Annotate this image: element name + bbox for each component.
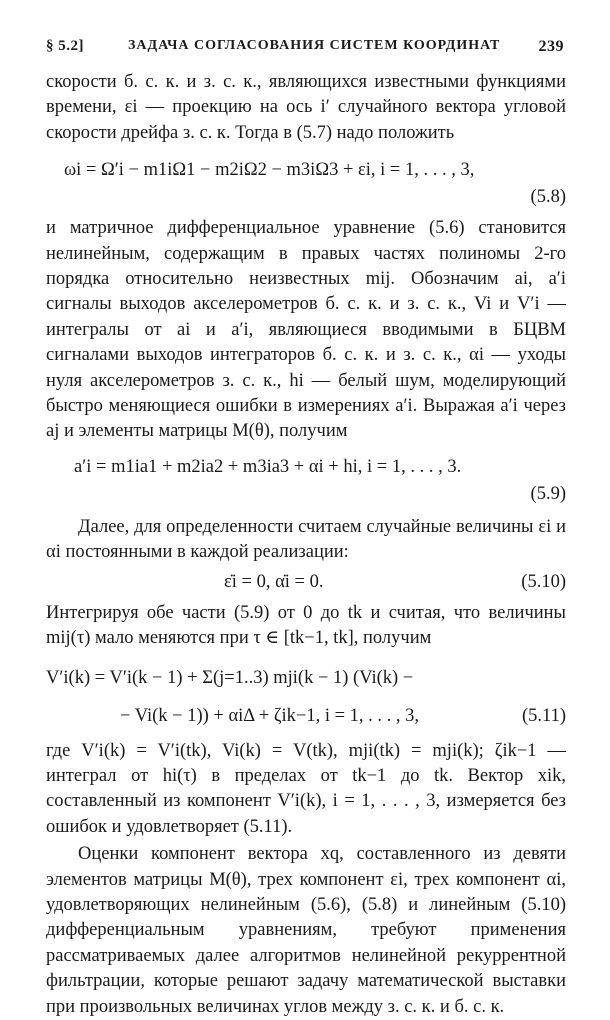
chapter-title: ЗАДАЧА СОГЛАСОВАНИЯ СИСТЕМ КООРДИНАТ (128, 38, 501, 53)
page-number: 239 (538, 38, 564, 55)
equation-number-5-10: (5.10) (521, 571, 566, 592)
equation-5-9 (46, 455, 566, 482)
paragraph-3: Далее, для определенности считаем случайные величины εi и αi постоянными в каждой реализации: (46, 516, 566, 563)
section-ref: § 5.2] (46, 38, 84, 54)
equation-number-5-9: (5.9) (530, 483, 566, 504)
equation-5-8-body: ωi = Ω′i − m1iΩ1 − m2iΩ2 − m3iΩ3 + εi, i = 1, . . . , 3, (64, 160, 475, 181)
equation-5-11-line-1 (46, 666, 566, 700)
paragraph-4: Интегрируя обе части (5.9) от 0 до tk и считая, что величины mij(τ) мало меняются при τ ∈ [tk−1, tk], получим (46, 602, 566, 649)
paragraph-1: скорости б. с. к. и з. с. к., являющихся известными функциями времени, εi — проекцию на ось i′ случайного вектора угловой скорости дрейфа з. с. к. Тогда в (5.7) надо положить (46, 72, 566, 143)
paragraph-5: где V′i(k) = V′i(tk), Vi(k) = V(tk), mji(tk) = mji(k); ζik−1 — интеграл от hi(τ) в пределах от tk−1 до tk. Вектор xik, составленный из компонент V′i(k), i = 1, . . . , 3, измеряется без ошибок и удовлетворяет (5.11). (46, 740, 566, 837)
equation-5-8 (46, 158, 566, 185)
equation-5-9-body: a′i = m1ia1 + m2ia2 + m3ia3 + αi + hi, i = 1, . . . , 3. (74, 456, 462, 477)
paragraph-6: Оценки компонент вектора xq, составленного из девяти элементов матрицы M(θ), трех компонент εi, трех компонент αi, удовлетворяющих нелинейным (5.6), (5.8) и линейным (5.10) дифференциальным уравнениям, требуют применения рассматриваемых далее алгоритмов нелинейной рекуррентной фильтрации, которые решают задачу математической выставки при произвольных величинах углов между з. с. к. и б. с. к. (46, 844, 566, 1017)
equation-number-5-11: (5.11) (521, 705, 566, 726)
equation-5-11-line-2 (46, 704, 566, 731)
equation-5-11-body-2: − Vi(k − 1)) + αiΔ + ζik−1, i = 1, . . . , 3, (120, 705, 420, 726)
equation-5-10-body: ε̇i = 0, α̇i = 0. (224, 571, 324, 592)
equation-number-5-8: (5.8) (530, 187, 566, 208)
paragraph-2: и матричное дифференциальное уравнение (5.6) становится нелинейным, содержащим в правых частях полиномы 2-го порядка относительно неизвестных mij. Обозначим ai, a′i сигналы выходов акселерометров б. с. к. и з. с. к., Vi и V′i — интегралы от ai и a′i, являющиеся вводимыми в БЦВМ сигналами выходов интеграторов б. с. к. и з. с. к., αi — уходы нуля акселерометров з. с. к., hi — белый шум, моделирующий быстро меняющиеся ошибки в измерениях a′i. Выражая a′i через aj и элементы матрицы M(θ), получим (46, 218, 566, 442)
equation-5-10 (46, 570, 566, 597)
running-header (46, 38, 564, 62)
page-body (46, 70, 566, 1020)
equation-5-11-body-1: V′i(k) = V′i(k − 1) + Σ(j=1..3) mji(k − 1) (Vi(k) − (46, 667, 414, 688)
